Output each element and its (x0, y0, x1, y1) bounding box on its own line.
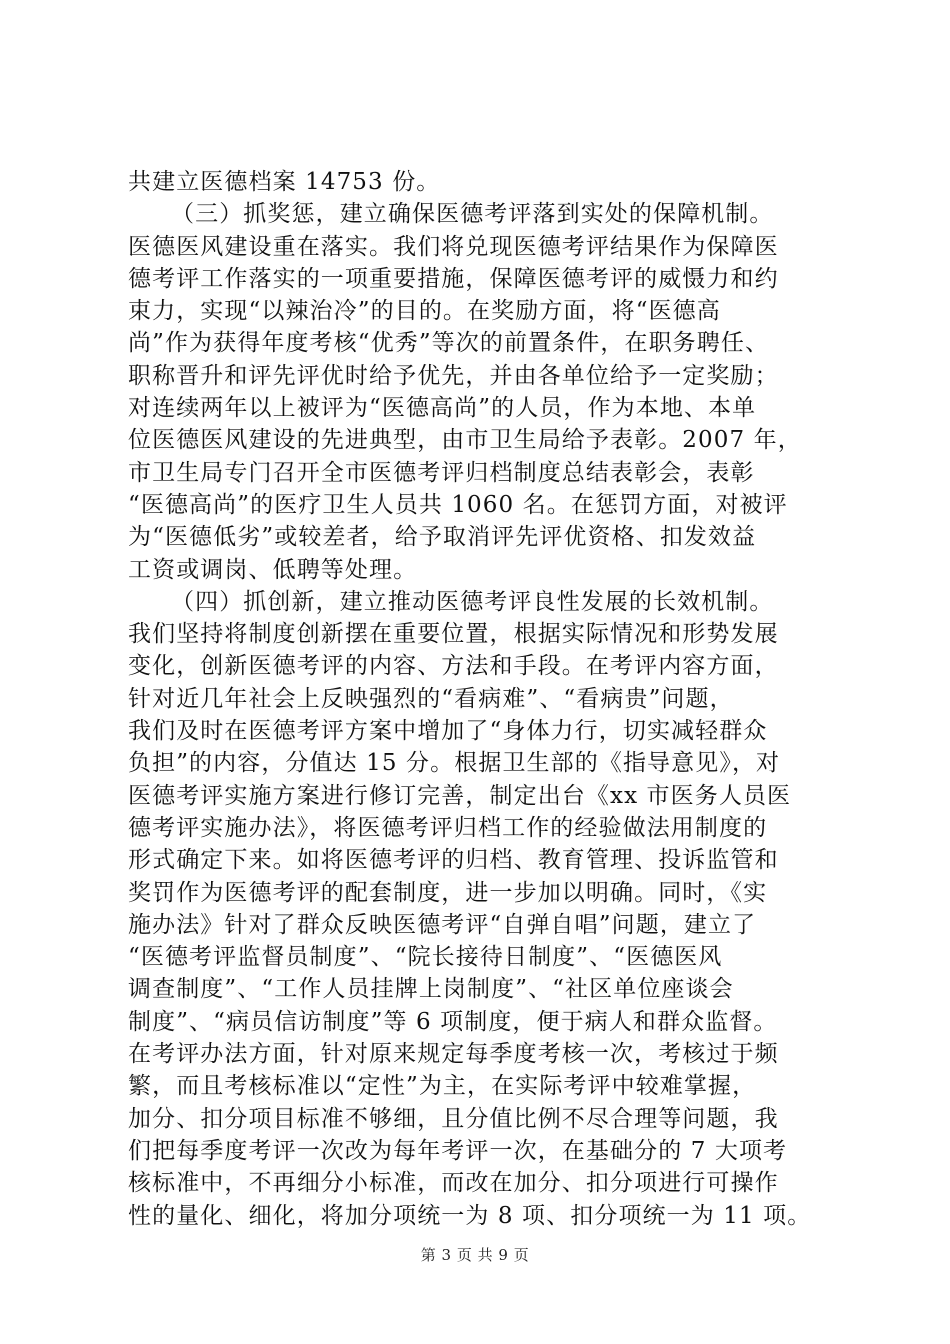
text-line: 对连续两年以上被评为“医德高尚”的人员，作为本地、本单 (128, 395, 757, 422)
text-line: 位医德医风建设的先进典型，由市卫生局给予表彰。2007 年， (128, 427, 802, 454)
text-line: 变化，创新医德考评的内容、方法和手段。在考评内容方面， (128, 653, 779, 680)
text-line: 职称晋升和评先评优时给予优先，并由各单位给予一定奖励； (128, 362, 779, 389)
text-line: 施办法》针对了群众反映医德考评“自弹自唱”问题，建立了 (128, 911, 757, 938)
text-line: 医德医风建设重在落实。我们将兑现医德考评结果作为保障医 (128, 233, 779, 260)
text-line: 为“医德低劣”或较差者，给予取消评先评优资格、扣发效益 (128, 524, 757, 551)
text-line: 制度”、“病员信访制度”等 6 项制度，便于病人和群众监督。 (128, 1008, 778, 1035)
text-line: 我们及时在医德考评方案中增加了“身体力行，切实减轻群众 (128, 718, 768, 745)
page-footer: 第 3 页 共 9 页 (420, 1246, 530, 1264)
text-line: 奖罚作为医德考评的配套制度，进一步加以明确。同时，《实 (128, 879, 768, 906)
text-line: 针对近几年社会上反映强烈的“看病难”、“看病贵”问题， (128, 685, 734, 712)
text-line: 共建立医德档案 14753 份。 (128, 169, 441, 195)
text-line: 尚”作为获得年度考核“优秀”等次的前置条件，在职务聘任、 (128, 330, 770, 357)
text-line: 繁，而且考核标准以“定性”为主，在实际考评中较难掌握， (128, 1073, 757, 1100)
text-line: （三）抓奖惩，建立确保医德考评落到实处的保障机制。 (171, 201, 774, 228)
text-line: 形式确定下来。如将医德考评的归档、教育管理、投诉监管和 (128, 847, 779, 874)
text-line: 我们坚持将制度创新摆在重要位置，根据实际情况和形势发展 (128, 621, 779, 648)
document-body (128, 166, 833, 1232)
text-line: （四）抓创新，建立推动医德考评良性发展的长效机制。 (171, 588, 774, 615)
text-line: 核标准中，不再细分小标准，而改在加分、扣分项进行可操作 (128, 1170, 779, 1197)
text-line: “医德高尚”的医疗卫生人员共 1060 名。在惩罚方面，对被评 (128, 491, 788, 518)
text-line: 束力，实现“以辣治冷”的目的。在奖励方面，将“医德高 (128, 298, 721, 325)
text-line: 负担”的内容，分值达 15 分。根据卫生部的《指导意见》，对 (128, 750, 781, 777)
text-line: 性的量化、细化，将加分项统一为 8 项、扣分项统一为 11 项。 (128, 1202, 812, 1229)
text-line: 们把每季度考评一次改为每年考评一次，在基础分的 7 大项考 (128, 1137, 788, 1164)
text-line: 德考评实施办法》，将医德考评归档工作的经验做法用制度的 (128, 814, 768, 841)
text-line: 市卫生局专门召开全市医德考评归档制度总结表彰会，表彰 (128, 459, 755, 486)
text-line: 调查制度”、“工作人员挂牌上岗制度”、“社区单位座谈会 (128, 976, 734, 1003)
text-line: 医德考评实施方案进行修订完善，制定出台《xx 市医务人员医 (128, 782, 792, 809)
text-line: 在考评办法方面，针对原来规定每季度考核一次，考核过于频 (128, 1041, 779, 1068)
text-line: 加分、扣分项目标准不够细，且分值比例不尽合理等问题，我 (128, 1105, 779, 1132)
text-line: 德考评工作落实的一项重要措施，保障医德考评的威慑力和约 (128, 265, 779, 292)
text-line: “医德考评监督员制度”、“院长接待日制度”、“医德医风 (128, 944, 723, 971)
text-line: 工资或调岗、低聘等处理。 (128, 556, 418, 583)
